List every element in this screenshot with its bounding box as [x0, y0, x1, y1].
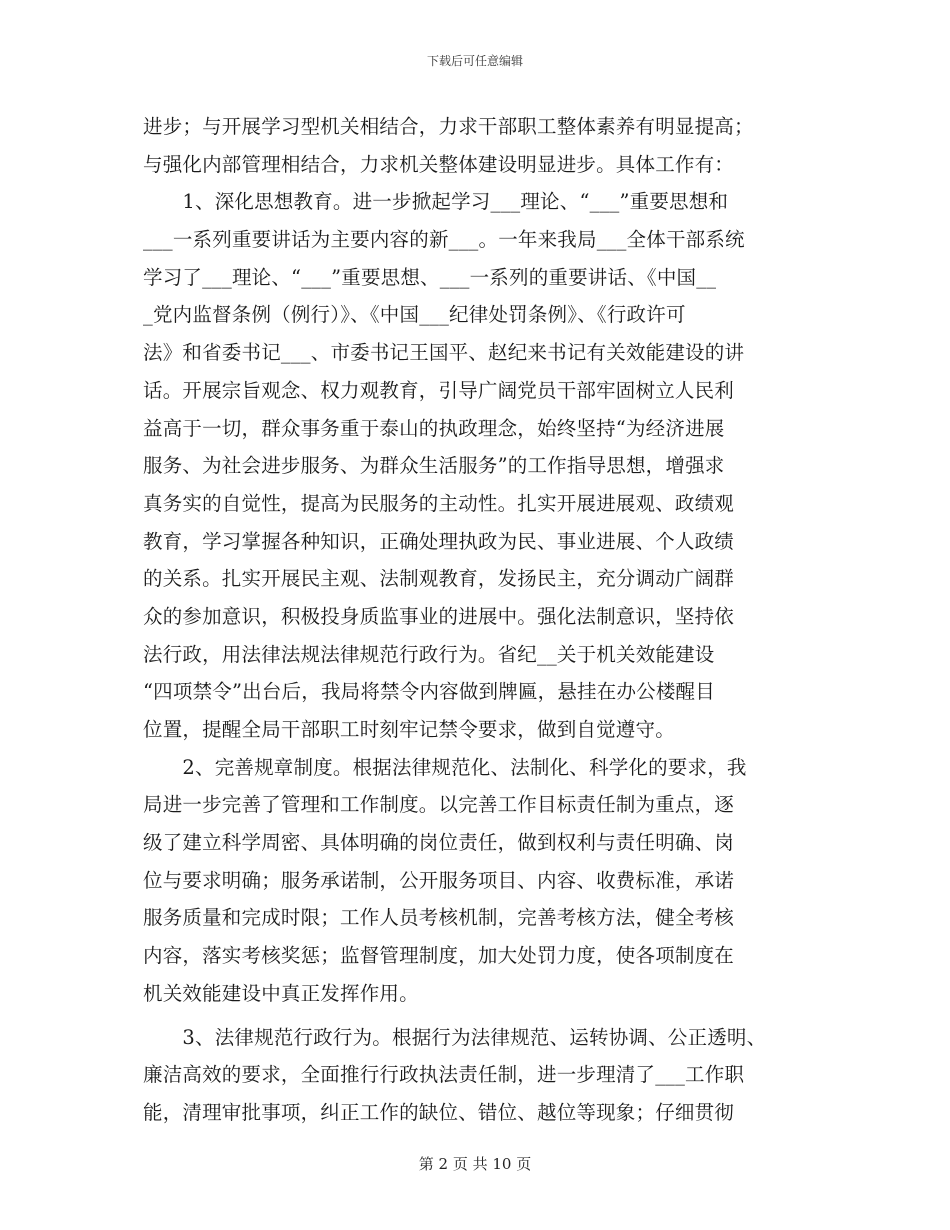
text-line: _党内监督条例（例行）》、《中国___纪律处罚条例》、《行政许可 — [143, 303, 686, 327]
text-line: 法行政，用法律法规法律规范行政行为。省纪__关于机关效能建设 — [143, 642, 715, 666]
text-line: 能，清理审批事项，纠正工作的缺位、错位、越位等现象；仔细贯彻 — [143, 1100, 735, 1124]
text-line: “四项禁令”出台后，我局将禁令内容做到牌匾，悬挂在办公楼醒目 — [143, 680, 715, 704]
text-line: 与强化内部管理相结合，力求机关整体建设明显进步。具体工作有： — [143, 152, 735, 176]
text-line: 话。开展宗旨观念、权力观教育，引导广阔党员干部牢固树立人民利 — [143, 378, 735, 402]
text-line: 学习了___理论、“___”重要思想、___一系列的重要讲话、《中国__ — [143, 265, 717, 289]
text-line: 进步；与开展学习型机关相结合，力求干部职工整体素养有明显提高； — [143, 115, 754, 138]
page-number: 第 2 页 共 10 页 — [418, 1155, 532, 1173]
text-line: 位置，提醒全局干部职工时刻牢记禁令要求，做到自觉遵守。 — [143, 718, 675, 741]
paragraph-3-start: 3、法律规范行政行为。根据行为法律规范、运转协调、公正透明、 — [143, 1025, 767, 1049]
paragraph-2-start: 2、完善规章制度。根据法律规范化、法制化、科学化的要求，我 — [143, 755, 747, 779]
text-line: 益高于一切，群众事务重于泰山的执政理念，始终坚持“为经济进展 — [143, 416, 725, 440]
text-line: 的关系。扎实开展民主观、法制观教育，发扬民主，充分调动广阔群 — [143, 567, 735, 591]
text-line: 机关效能建设中真正发挥作用。 — [143, 981, 419, 1005]
text-line: 法》和省委书记___、市委书记王国平、赵纪来书记有关效能建设的讲 — [143, 341, 745, 365]
text-line: 级了建立科学周密、具体明确的岗位责任，做到权利与责任明确、岗 — [143, 831, 735, 855]
text-line: 真务实的自觉性，提高为民服务的主动性。扎实开展进展观、政绩观 — [143, 491, 735, 515]
text-line: 内容，落实考核奖惩；监督管理制度，加大处罚力度，使各项制度在 — [143, 944, 735, 968]
document-body — [143, 108, 811, 1132]
text-line: 局进一步完善了管理和工作制度。以完善工作目标责任制为重点，逐 — [143, 793, 735, 817]
text-line: ___一系列重要讲话为主要内容的新___。一年来我局___全体干部系统 — [143, 228, 745, 252]
text-line: 廉洁高效的要求，全面推行行政执法责任制，进一步理清了___工作职 — [143, 1063, 745, 1087]
header-note: 下载后可任意编辑 — [426, 54, 523, 68]
text-line: 服务、为社会进步服务、为群众生活服务”的工作指导思想，增强求 — [143, 454, 725, 478]
text-line: 位与要求明确；服务承诺制，公开服务项目、内容、收费标准，承诺 — [143, 868, 735, 892]
paragraph-1-start: 1、深化思想教育。进一步掀起学习___理论、“___”重要思想和 — [143, 190, 729, 214]
text-line: 众的参加意识，积极投身质监事业的进展中。强化法制意识，坚持依 — [143, 604, 735, 628]
text-line: 教育，学习掌握各种知识，正确处理执政为民、事业进展、个人政绩 — [143, 529, 735, 553]
text-line: 服务质量和完成时限；工作人员考核机制，完善考核方法，健全考核 — [143, 906, 735, 930]
